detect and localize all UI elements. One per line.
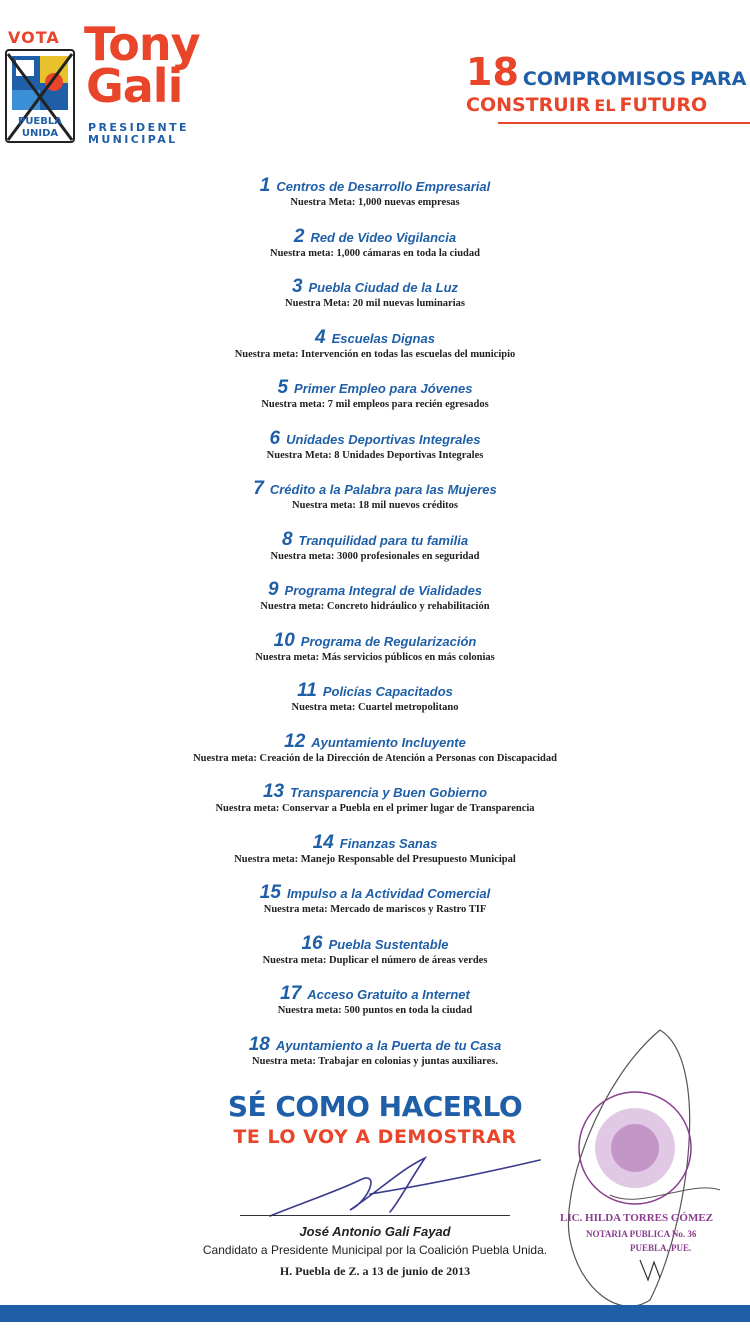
- commitment-item: [0, 479, 750, 530]
- commitment-goal: Nuestra Meta: 20 mil nuevas luminarias: [285, 298, 465, 309]
- commitment-title-text: Transparencia y Buen Gobierno: [290, 785, 488, 800]
- commitment-item: [0, 328, 750, 379]
- footer-bar: [0, 1305, 750, 1322]
- commitment-goal: Nuestra meta: Más servicios públicos en más colonias: [255, 651, 495, 663]
- construir-futuro-title: [466, 94, 707, 116]
- commitment-number: 15: [259, 882, 281, 903]
- commitment-item: [0, 883, 750, 934]
- commitment-goal: Nuestra meta: Concreto hidráulico y rehabilitación: [260, 601, 490, 612]
- commitment-number: 1: [259, 175, 271, 196]
- commitment-title: [0, 479, 750, 499]
- commitment-title: [0, 782, 750, 802]
- commitment-title: [0, 277, 750, 297]
- commitment-goal: Nuestra meta: Mercado de mariscos y Rastro TIF: [263, 904, 487, 915]
- commitment-title-text: Unidades Deportivas Integrales: [286, 431, 481, 447]
- commitment-goal: Nuestra meta: Manejo Responsable del Presupuesto Municipal: [234, 853, 516, 865]
- commitment-number: 14: [312, 831, 334, 853]
- commitment-item: [0, 681, 750, 732]
- commitment-item: [0, 732, 750, 783]
- commitment-goal: Nuestra meta: 18 mil nuevos créditos: [292, 500, 458, 511]
- position-line-2: MUNICIPAL: [88, 133, 178, 146]
- commitment-number: 7: [253, 478, 264, 499]
- commitment-title-text: Ayuntamiento a la Puerta de tu Casa: [275, 1037, 502, 1053]
- commitment-item: [0, 631, 750, 682]
- puebla-unida-logo-icon: [4, 48, 76, 144]
- commitment-goal: Nuestra meta: Cuartel metropolitano: [291, 702, 459, 713]
- commitment-number: 3: [291, 276, 303, 297]
- commitment-item: [0, 530, 750, 581]
- signature-date: H. Puebla de Z. a 13 de junio de 2013: [279, 1264, 471, 1278]
- commitment-title-text: Policías Capacitados: [322, 684, 453, 699]
- signer-role: Candidato a Presidente Municipal por la Coalición Puebla Unida.: [202, 1243, 548, 1257]
- candidate-last-name: Gali: [86, 59, 183, 113]
- commitment-title: [0, 530, 750, 550]
- commitment-goal: Nuestra meta: 3000 profesionales en seguridad: [270, 550, 480, 562]
- commitment-title: [0, 580, 750, 600]
- commitment-goal: Nuestra meta: 7 mil empleos para recién egresados: [261, 399, 489, 410]
- slogan-line-1: SÉ COMO HACERLO: [227, 1090, 523, 1123]
- el-word: EL: [594, 96, 616, 115]
- commitment-title: [0, 833, 750, 853]
- commitment-goal: Nuestra meta: 1,000 cámaras en toda la ciudad: [270, 247, 480, 259]
- notary-name: LIC. HILDA TORRES GÓMEZ: [560, 1212, 714, 1224]
- vota-label: VOTA: [8, 28, 60, 47]
- commitment-number: 2: [293, 225, 305, 247]
- commitment-item: [0, 934, 750, 985]
- compromisos-word: COMPROMISOS: [522, 68, 687, 90]
- signature-line: [240, 1215, 510, 1216]
- commitment-goal: Nuestra Meta: 1,000 nuevas empresas: [290, 197, 460, 208]
- commitment-goal: Nuestra meta: Intervención en todas las escuelas del municipio: [234, 348, 516, 360]
- commitment-title-text: Programa de Regularización: [300, 633, 477, 649]
- commitments-list: [0, 176, 750, 1085]
- commitment-title-text: Escuelas Dignas: [331, 330, 435, 346]
- commitment-title: [0, 934, 750, 954]
- commitment-goal: Nuestra meta: Trabajar en colonias y juntas auxiliares.: [252, 1055, 498, 1067]
- commitment-title-text: Puebla Ciudad de la Luz: [308, 280, 459, 295]
- position-line-1: PRESIDENTE: [88, 121, 189, 134]
- title-underline: [498, 122, 750, 124]
- commitment-number: 13: [262, 781, 285, 802]
- commitment-title-text: Impulso a la Actividad Comercial: [286, 886, 491, 901]
- commitment-number: 18: [248, 1033, 270, 1055]
- construir-word: CONSTRUIR: [466, 94, 591, 116]
- candidate-position: [88, 122, 189, 146]
- commitment-title: [0, 883, 750, 903]
- commitment-number: 8: [281, 528, 293, 550]
- commitment-title: [0, 378, 750, 398]
- commitment-title: [0, 227, 750, 247]
- commitment-title-text: Programa Integral de Vialidades: [284, 583, 483, 598]
- commitment-item: [0, 429, 750, 480]
- notary-city: PUEBLA, PUE.: [630, 1243, 692, 1253]
- commitment-title: [0, 176, 750, 196]
- commitment-title: [0, 429, 750, 449]
- commitment-item: [0, 378, 750, 429]
- commitment-goal: Nuestra meta: Creación de la Dirección de Atención a Personas con Discapacidad: [193, 752, 557, 764]
- commitment-title: [0, 732, 750, 752]
- commitment-goal: Nuestra meta: Duplicar el número de áreas verdes: [262, 954, 488, 966]
- handwritten-signature-icon: [250, 1150, 550, 1220]
- svg-text:PUEBLA: PUEBLA: [17, 116, 63, 127]
- commitment-number: 17: [280, 983, 302, 1004]
- commitment-number: 10: [273, 629, 295, 651]
- commitment-title: [0, 984, 750, 1004]
- commitment-title-text: Centros de Desarrollo Empresarial: [276, 179, 491, 194]
- commitment-number: 9: [267, 579, 279, 600]
- compromisos-number: 18: [466, 50, 519, 94]
- commitment-item: [0, 580, 750, 631]
- commitment-item: [0, 227, 750, 278]
- commitment-goal: Nuestra meta: Conservar a Puebla en el primer lugar de Transparencia: [215, 803, 535, 814]
- signer-name: José Antonio Gali Fayad: [299, 1224, 451, 1239]
- commitment-number: 11: [297, 680, 317, 701]
- para-word: PARA: [690, 68, 747, 90]
- candidate-first-name: Tony: [84, 17, 200, 71]
- commitment-title-text: Crédito a la Palabra para las Mujeres: [269, 482, 497, 497]
- commitment-title: [0, 631, 750, 651]
- commitment-title: [0, 681, 750, 701]
- commitment-title-text: Primer Empleo para Jóvenes: [294, 381, 473, 396]
- commitment-item: [0, 176, 750, 227]
- commitment-number: 4: [315, 326, 326, 348]
- commitment-number: 12: [284, 730, 306, 752]
- commitment-title-text: Puebla Sustentable: [328, 936, 449, 952]
- commitment-item: [0, 277, 750, 328]
- commitment-title: [0, 328, 750, 348]
- commitment-title-text: Tranquilidad para tu familia: [298, 532, 469, 548]
- commitment-item: [0, 833, 750, 884]
- futuro-word: FUTURO: [619, 94, 708, 116]
- slogan-line-2: TE LO VOY A DEMOSTRAR: [233, 1126, 517, 1148]
- commitment-title-text: Red de Video Vigilancia: [310, 229, 457, 245]
- commitment-number: 6: [269, 427, 281, 449]
- commitment-number: 5: [277, 377, 289, 398]
- compromisos-title: [466, 50, 746, 94]
- notary-office: NOTARIA PUBLICA No. 36: [586, 1229, 697, 1239]
- commitment-title-text: Finanzas Sanas: [339, 835, 438, 851]
- svg-text:UNIDA: UNIDA: [21, 128, 59, 139]
- commitment-title-text: Acceso Gratuito a Internet: [307, 987, 470, 1002]
- commitment-number: 16: [301, 932, 323, 954]
- commitment-goal: Nuestra Meta: 8 Unidades Deportivas Integrales: [266, 449, 484, 461]
- commitment-goal: Nuestra meta: 500 puntos en toda la ciudad: [277, 1005, 473, 1016]
- commitment-item: [0, 782, 750, 833]
- commitment-title-text: Ayuntamiento Incluyente: [311, 734, 466, 750]
